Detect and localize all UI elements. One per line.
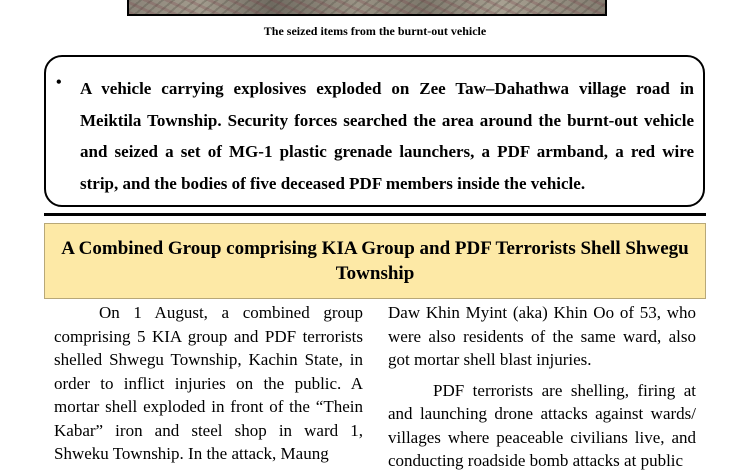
summary-box: [44, 55, 705, 207]
article-paragraph: PDF terrorists are shelling, firing at and launching drone attacks against wards/ villages where peaceable civilians live, and conducting roadside bomb attacks at public: [388, 380, 696, 470]
article-paragraph: Daw Khin Myint (aka) Khin Oo of 53, who were also residents of the same ward, also got mortar shell blast injuries.: [388, 303, 696, 369]
article-headline-box: [44, 223, 706, 299]
summary-text: A vehicle carrying explosives exploded on Zee Taw–Dahathwa village road in Meiktila Township. Security forces searched the area around the burnt-out vehicle and seized a set of MG-1 plastic grenade launchers, a PDF armband, a red wire strip, and the bodies of five deceased PDF members inside the vehicle.: [80, 79, 694, 193]
article-paragraph: On 1 August, a combined group comprising 5 KIA group and PDF terrorists shelled Shwegu Township, Kachin State, in order to inflict injuries on the public. A mortar shell exploded in front of the “Thein Kabar” iron and steel shop in ward 1, Shweku Township. In the attack, Maung: [54, 303, 363, 463]
photo-caption: The seized items from the burnt-out vehicle: [263, 24, 487, 38]
article-column-right: [388, 301, 696, 473]
bullet-icon: •: [56, 74, 62, 91]
article-column-left: [54, 301, 363, 466]
seized-items-photo: [127, 0, 607, 16]
article-headline: A Combined Group comprising KIA Group and PDF Terrorists Shell Shwegu Township: [61, 238, 689, 284]
section-divider: [44, 213, 706, 216]
